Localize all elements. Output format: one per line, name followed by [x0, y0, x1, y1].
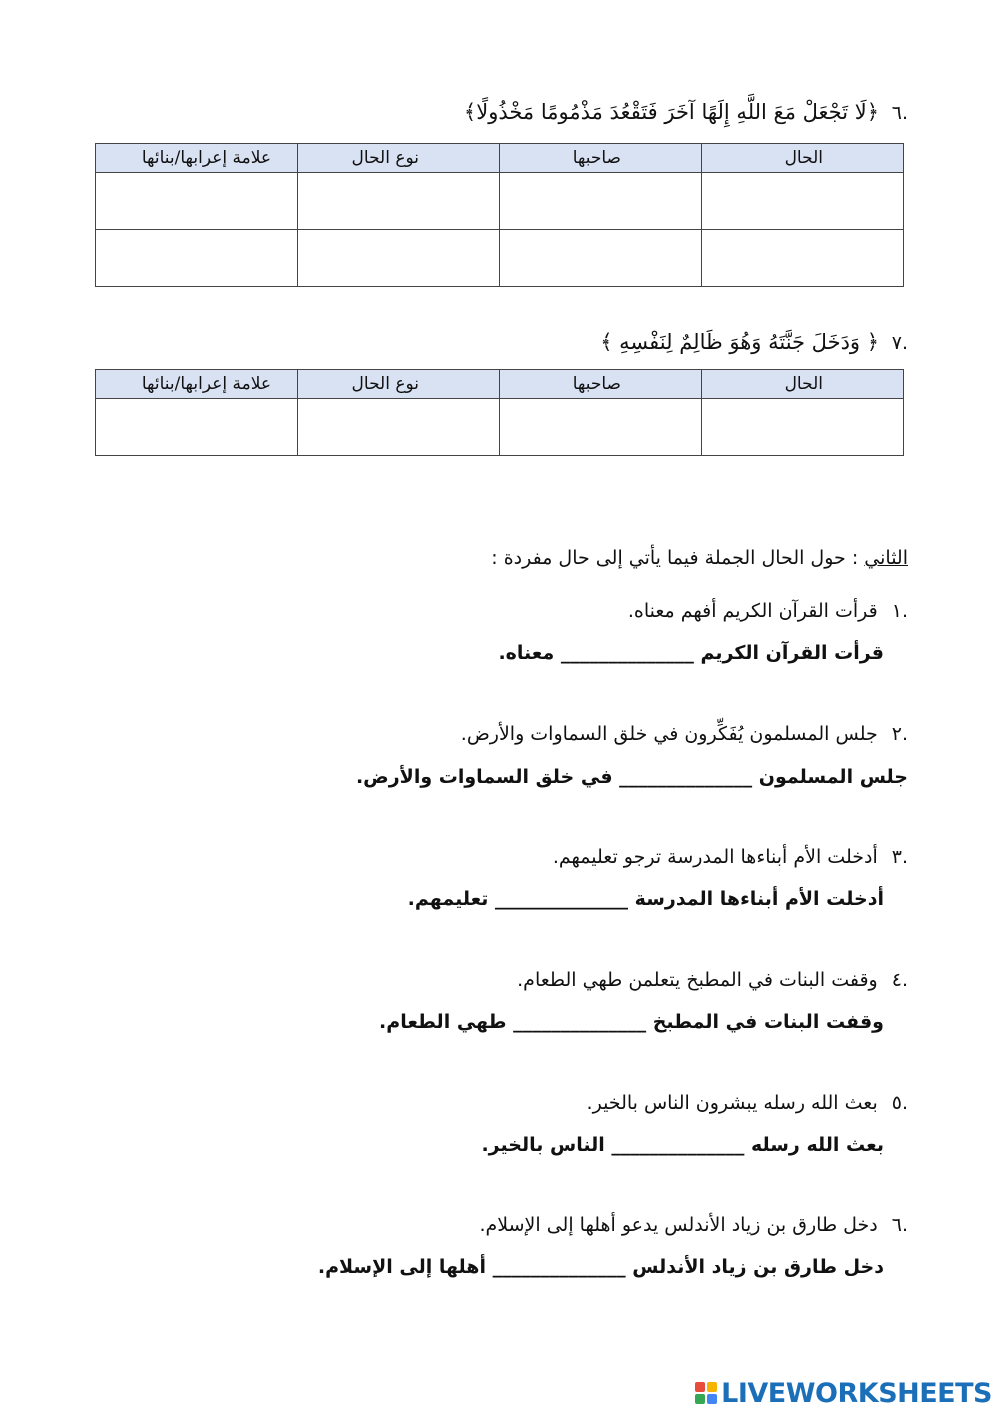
liveworksheets-logo-text: LIVEWORKSHEETS — [721, 1377, 992, 1409]
exercise-3-sentence — [88, 846, 908, 868]
exercise-4-text: وقفت البنات في المطبخ يتعلمن طهي الطعام. — [517, 969, 878, 991]
exercise-3-answer[interactable]: أدخلت الأم أبناءها المدرسة ______________ تعليمهم. — [407, 888, 884, 910]
exercise-1-text: قرأت القرآن الكريم أفهم معناه. — [627, 600, 878, 622]
exercise-4-answer[interactable]: وقفت البنات في المطبخ ______________ طهي الطعام. — [379, 1011, 884, 1033]
table-row — [96, 230, 904, 287]
exercise-6-text: دخل طارق بن زياد الأندلس يدعو أهلها إلى الإسلام. — [479, 1214, 878, 1236]
header-naw-alhal: نوع الحال — [298, 144, 500, 173]
verse-6-number: .٦ — [891, 102, 908, 124]
exercise-5-text: بعث الله رسله يبشرون الناس بالخير. — [586, 1092, 878, 1114]
answer-cell[interactable] — [298, 230, 500, 287]
verse-7-text: ﴿ وَدَخَلَ جَنَّتَهُ وَهُوَ ظَالِمٌ لِنَفْسِهِ ﴾ — [600, 330, 880, 354]
exercise-6-answer[interactable]: دخل طارق بن زياد الأندلس ______________ أهلها إلى الإسلام. — [317, 1256, 884, 1278]
verse-6 — [88, 100, 908, 124]
exercise-5-sentence — [88, 1092, 908, 1114]
answer-cell[interactable] — [500, 173, 702, 230]
table-row — [96, 173, 904, 230]
liveworksheets-logo-icon — [695, 1382, 717, 1404]
answer-cell[interactable] — [702, 399, 904, 456]
exercise-5-answer[interactable]: بعث الله رسله ______________ الناس بالخير. — [481, 1134, 884, 1156]
exercise-2-number: .٢ — [891, 723, 908, 745]
header-sahibuha: صاحبها — [500, 370, 702, 399]
hal-table-7 — [95, 369, 904, 456]
section-2-title — [88, 547, 908, 569]
exercise-2-sentence — [88, 723, 908, 745]
header-alamat-irab: علامة إعرابها/بنائها — [96, 370, 298, 399]
section-2-label: الثاني — [864, 547, 908, 569]
header-naw-alhal: نوع الحال — [298, 370, 500, 399]
answer-cell[interactable] — [298, 173, 500, 230]
exercise-6-sentence — [88, 1214, 908, 1236]
header-hal: الحال — [702, 144, 904, 173]
exercise-1-number: .١ — [891, 600, 908, 622]
answer-cell[interactable] — [702, 230, 904, 287]
answer-cell[interactable] — [96, 230, 298, 287]
liveworksheets-logo[interactable] — [695, 1376, 992, 1410]
verse-6-text: ﴿لَا تَجْعَلْ مَعَ اللَّهِ إِلَهًا آخَرَ فَتَقْعُدَ مَذْمُومًا مَخْذُولًا﴾ — [463, 100, 880, 124]
answer-cell[interactable] — [298, 399, 500, 456]
exercise-5-number: .٥ — [891, 1092, 908, 1114]
header-sahibuha: صاحبها — [500, 144, 702, 173]
hal-table-6 — [95, 143, 904, 287]
exercise-2-text: جلس المسلمون يُفَكِّرون في خلق السماوات والأرض. — [460, 723, 878, 745]
exercise-3-number: .٣ — [891, 846, 908, 868]
answer-cell[interactable] — [500, 230, 702, 287]
answer-cell[interactable] — [702, 173, 904, 230]
verse-7 — [88, 330, 908, 354]
exercise-6-number: .٦ — [891, 1214, 908, 1236]
table-row — [96, 399, 904, 456]
exercise-4-number: .٤ — [891, 969, 908, 991]
answer-cell[interactable] — [500, 399, 702, 456]
exercise-1-sentence — [88, 600, 908, 622]
section-2-instruction: : حول الحال الجملة فيما يأتي إلى حال مفردة : — [491, 547, 865, 569]
header-alamat-irab: علامة إعرابها/بنائها — [96, 144, 298, 173]
exercise-3-text: أدخلت الأم أبناءها المدرسة ترجو تعليمهم. — [552, 846, 878, 868]
header-hal: الحال — [702, 370, 904, 399]
exercise-4-sentence — [88, 969, 908, 991]
answer-cell[interactable] — [96, 399, 298, 456]
verse-7-number: .٧ — [891, 332, 908, 354]
answer-cell[interactable] — [96, 173, 298, 230]
exercise-2-answer[interactable]: جلس المسلمون ______________ في خلق السماوات والأرض. — [355, 766, 908, 788]
exercise-1-answer[interactable]: قرأت القرآن الكريم ______________ معناه. — [498, 642, 884, 664]
